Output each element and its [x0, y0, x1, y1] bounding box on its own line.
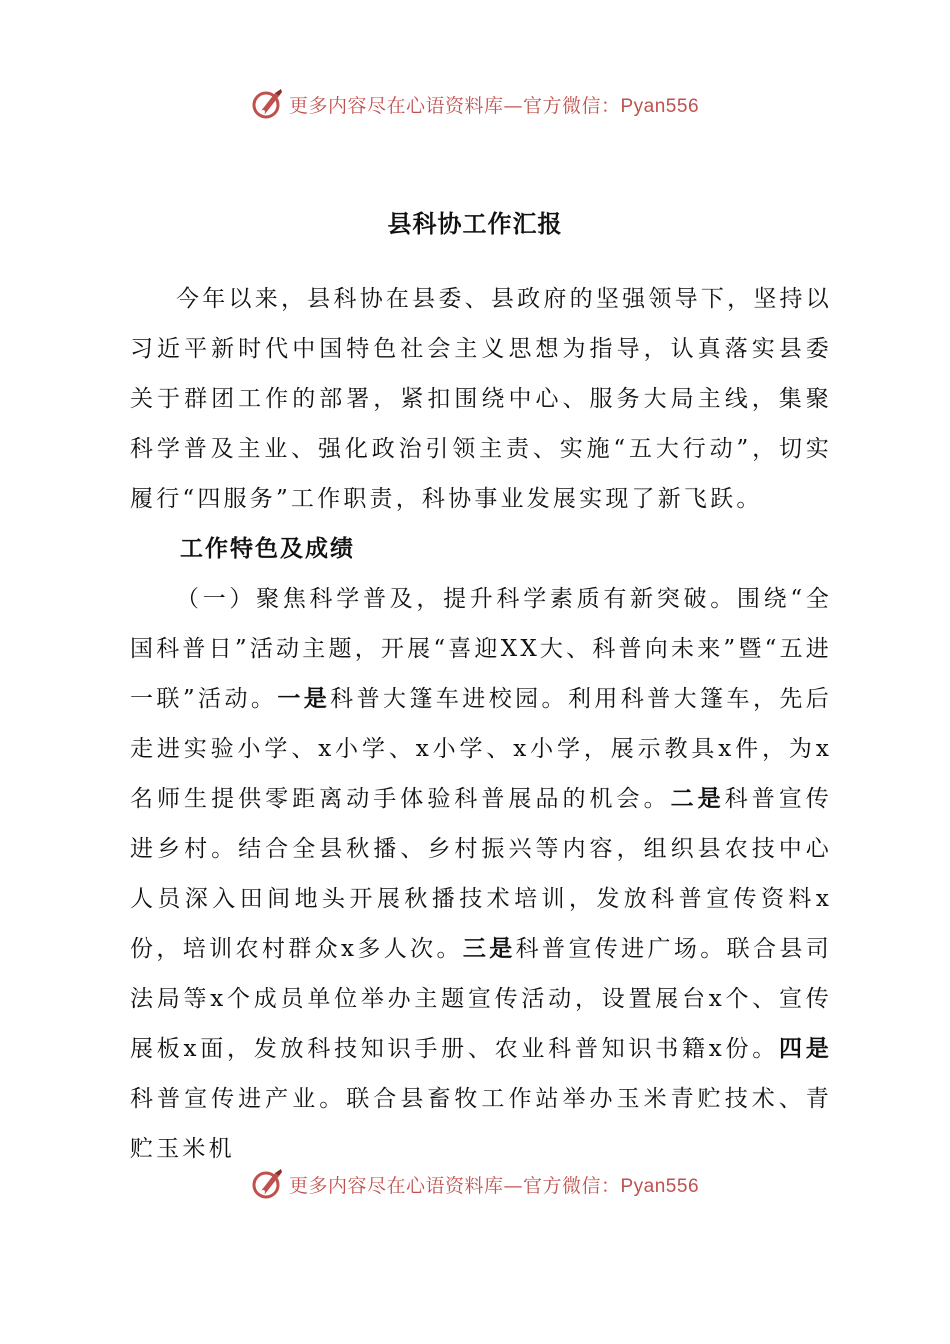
lead-label: 四是	[779, 1036, 832, 1062]
intro-paragraph: 今年以来，县科协在县委、县政府的坚强领导下，坚持以习近平新时代中国特色社会主义思想为指导，认真落实县委关于群团工作的部署，紧扣围绕中心、服务大局主线，集聚科学普及主业、强化政治引领主责、实施“五大行动”，切实履行“四服务”工作职责，科协事业发展实现了新飞跃。	[130, 286, 832, 512]
header-banner	[0, 82, 950, 126]
banner-text: 更多内容尽在心语资料库—官方微信：Pyan556	[288, 94, 700, 117]
wechat-id: Pyan556	[620, 1175, 700, 1197]
lead-label: 二是	[670, 786, 725, 812]
lead-label: 一是	[277, 686, 331, 712]
footer-banner	[0, 1162, 950, 1206]
pen-seal-logo-icon	[251, 1167, 285, 1201]
banner-text: 更多内容尽在心语资料库—官方微信：Pyan556	[288, 1174, 700, 1197]
pen-seal-logo-icon	[251, 87, 285, 121]
document-title: 县科协工作汇报	[387, 210, 563, 238]
section-heading: 工作特色及成绩	[180, 536, 355, 562]
wechat-id: Pyan556	[620, 95, 700, 117]
lead-label: 三是	[462, 936, 516, 962]
achievement-paragraph: （一）聚焦科学普及，提升科学素质有新突破。围绕“全国科普日”活动主题，开展“喜迎XX大、科普向未来”暨“五进一联”活动。一是科普大篷车进校园。利用科普大篷车，先后走进实验小学、x小学、x小学、x小学，展示教具x件，为x名师生提供零距离动手体验科普展品的机会。二是科普宣传进乡村。结合全县秋播、乡村振兴等内容，组织县农技中心人员深入田间地头开展秋播技术培训，发放科普宣传资料x份，培训农村群众x多人次。三是科普宣传进广场。联合县司法局等x个成员单位举办主题宣传活动，设置展台x个、宣传展板x面，发放科技知识手册、农业科普知识书籍x份。四是科普宣传进产业。联合县畜牧工作站举办玉米青贮技术、青贮玉米机	[130, 586, 833, 1162]
